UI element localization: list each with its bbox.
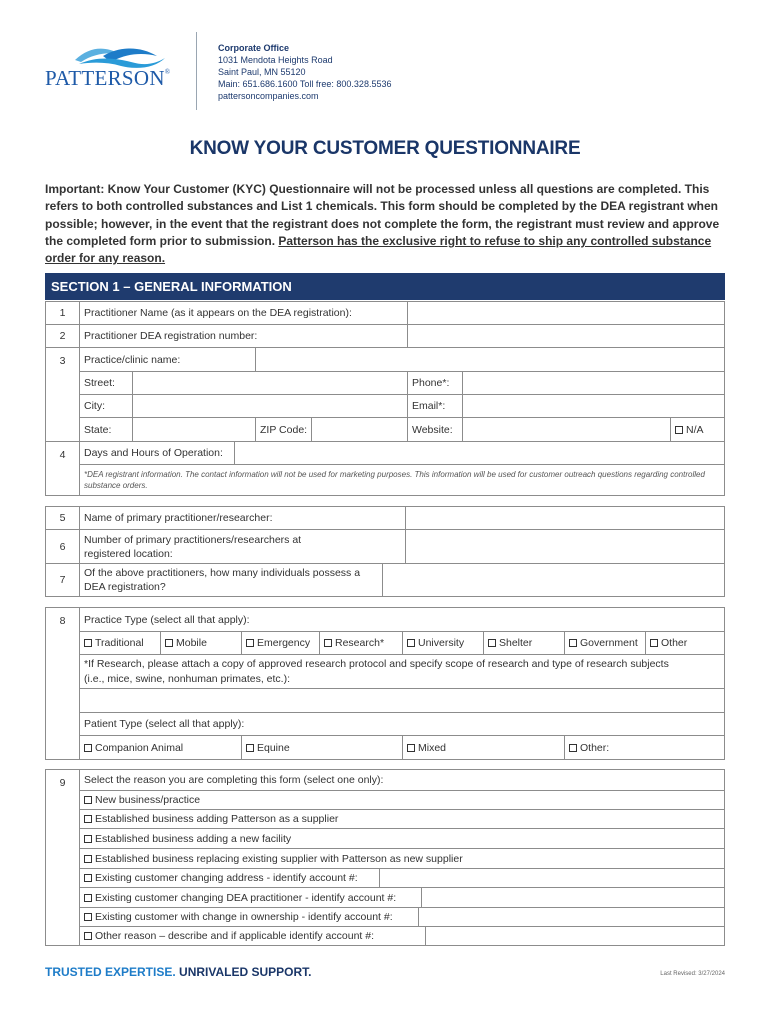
intro-paragraph: Important: Know Your Customer (KYC) Questionnaire will not be processed unless all questions are completed. This refers to both controlled substances and List 1 chemicals. This form should be completed by the DEA registrant when possible; however, in the event that the registrant does not complete the form, the registrant must review and approve the completed form prior to submission. Patterson has the exclusive right to refuse to ship any controlled substance order for any reason.	[45, 182, 720, 266]
phone-label: Phone*:	[407, 371, 463, 395]
q1-practitioner-name-field[interactable]	[407, 301, 725, 325]
patient-type-companion[interactable]	[79, 735, 242, 760]
q6-label-line2: registered location:	[84, 547, 173, 560]
q4-number: 4	[45, 441, 80, 496]
option-label: Established business adding Patterson as a supplier	[95, 813, 339, 825]
page-title: KNOW YOUR CUSTOMER QUESTIONNAIRE	[189, 138, 581, 159]
checkbox-icon	[84, 913, 92, 921]
checkbox-icon	[84, 639, 92, 647]
practice-type-traditional[interactable]	[79, 631, 161, 655]
option-label: Established business adding a new facility	[95, 832, 292, 845]
patient-type-label: Patient Type (select all that apply):	[79, 712, 725, 736]
option-label: Equine	[257, 741, 290, 754]
last-revised: Last Revised: 3/27/2024	[660, 971, 725, 977]
option-label: Mobile	[176, 637, 207, 649]
q9-number: 9	[45, 769, 80, 946]
option-label: Existing customer with change in ownership - identify account #:	[95, 911, 393, 923]
checkbox-icon	[407, 639, 415, 647]
option-label: Emergency	[257, 637, 311, 649]
corporate-address	[218, 42, 391, 102]
practice-type-university[interactable]	[402, 631, 484, 655]
website-label: Website:	[407, 417, 463, 442]
option-label: Other:	[580, 741, 610, 754]
practitioner-count-field[interactable]	[405, 529, 725, 564]
office-label: Corporate Office	[218, 43, 290, 53]
dea-registrant-count-field[interactable]	[382, 563, 725, 597]
phone-numbers: Main: 651.686.1600 Toll free: 800.328.5536	[218, 79, 392, 89]
q6-label	[79, 529, 406, 564]
option-label: University	[418, 637, 465, 649]
header-divider	[196, 32, 197, 110]
reason-option-changing-address[interactable]	[79, 868, 380, 888]
city-label: City:	[79, 394, 133, 418]
address-account-field[interactable]	[379, 868, 725, 888]
option-label: Existing customer changing address - identify account #:	[95, 872, 358, 884]
q1-number: 1	[45, 301, 80, 325]
q2-dea-number-field[interactable]	[407, 324, 725, 348]
patient-type-equine[interactable]	[241, 735, 403, 760]
q8-label: Practice Type (select all that apply):	[79, 607, 725, 632]
practitioner-account-field[interactable]	[421, 887, 725, 908]
email-label: Email*:	[407, 394, 463, 418]
q7-label-line2: DEA registration?	[84, 581, 166, 593]
option-label: Traditional	[95, 637, 144, 649]
practice-name-field[interactable]	[255, 347, 725, 372]
practice-type-shelter[interactable]	[483, 631, 565, 655]
checkbox-icon	[569, 639, 577, 647]
checkbox-icon	[84, 894, 92, 902]
q7-label-line1: Of the above practitioners, how many individuals possess a	[84, 567, 361, 579]
reason-option-other[interactable]	[79, 926, 426, 946]
tagline-part2: UNRIVALED SUPPORT.	[175, 965, 312, 979]
reason-option-replacing-supplier[interactable]	[79, 848, 725, 869]
checkbox-icon	[407, 744, 415, 752]
practice-type-government[interactable]	[564, 631, 646, 655]
q9-label: Select the reason you are completing this form (select one only):	[79, 769, 725, 791]
checkbox-icon	[84, 835, 92, 843]
q3-label: Practice/clinic name:	[79, 347, 256, 372]
q6-number: 6	[45, 529, 80, 564]
checkbox-icon	[246, 744, 254, 752]
checkbox-icon	[675, 426, 683, 434]
option-label: Mixed	[418, 741, 447, 754]
other-reason-field[interactable]	[425, 926, 725, 946]
q7-label	[79, 563, 383, 597]
email-field[interactable]	[462, 394, 725, 418]
street-label: Street:	[79, 371, 133, 395]
checkbox-icon	[246, 639, 254, 647]
research-scope-field[interactable]	[79, 688, 725, 713]
q2-label: Practitioner DEA registration number:	[79, 324, 408, 348]
option-label: Government	[580, 637, 638, 649]
research-note-line2: (i.e., mice, swine, nonhuman primates, etc.):	[84, 672, 290, 685]
checkbox-icon	[324, 639, 332, 647]
section-1-header: SECTION 1 – GENERAL INFORMATION	[45, 273, 725, 300]
company-website: pattersoncompanies.com	[218, 91, 319, 101]
option-label: New business/practice	[95, 794, 201, 806]
checkbox-icon	[165, 639, 173, 647]
q5-number: 5	[45, 506, 80, 530]
city-field[interactable]	[132, 394, 408, 418]
zip-label: ZIP Code:	[255, 417, 312, 442]
checkbox-icon	[84, 932, 92, 940]
zip-field[interactable]	[311, 417, 408, 442]
option-label: Other	[661, 637, 688, 649]
na-label: N/A	[686, 423, 704, 436]
reason-option-ownership-change[interactable]	[79, 907, 419, 927]
q6-label-line1: Number of primary practitioners/researchers at	[84, 533, 302, 546]
option-label: Other reason – describe and if applicable identify account #:	[95, 930, 375, 942]
q4-label: Days and Hours of Operation:	[79, 441, 235, 465]
checkbox-icon	[650, 639, 658, 647]
reason-option-new-facility[interactable]	[79, 828, 725, 849]
q3-number: 3	[45, 347, 80, 442]
ownership-account-field[interactable]	[418, 907, 725, 927]
state-label: State:	[79, 417, 133, 442]
reason-option-changing-practitioner[interactable]	[79, 887, 422, 908]
checkbox-icon	[488, 639, 496, 647]
option-label: Research*	[335, 637, 385, 649]
practice-type-emergency[interactable]	[241, 631, 320, 655]
option-label: Companion Animal	[95, 741, 184, 754]
option-label: Established business replacing existing supplier with Patterson as new supplier	[95, 852, 463, 865]
patient-type-mixed[interactable]	[402, 735, 565, 760]
primary-practitioner-field[interactable]	[405, 506, 725, 530]
dea-info-note: *DEA registrant information. The contact information will not be used for marketing purposes. This information will be used for customer outreach questions regarding controlled substance orders.	[79, 464, 725, 496]
q8-number: 8	[45, 607, 80, 760]
q5-label: Name of primary practitioner/researcher:	[79, 506, 406, 530]
logo-wordmark: PATTERSON®	[45, 66, 171, 90]
practice-type-research[interactable]	[319, 631, 403, 655]
checkbox-icon	[84, 815, 92, 823]
hours-of-operation-field[interactable]	[234, 441, 725, 465]
website-na-checkbox[interactable]	[670, 417, 725, 442]
tagline-part1: TRUSTED EXPERTISE.	[45, 965, 176, 979]
research-note-line1: *If Research, please attach a copy of approved research protocol and specify scope of research and type of research subjects	[84, 657, 669, 670]
checkbox-icon	[569, 744, 577, 752]
practice-type-other[interactable]	[645, 631, 725, 655]
phone-field[interactable]	[462, 371, 725, 395]
option-label: Existing customer changing DEA practitioner - identify account #:	[95, 891, 397, 904]
q1-label: Practitioner Name (as it appears on the DEA registration):	[79, 301, 408, 325]
q7-number: 7	[45, 563, 80, 597]
patient-type-other[interactable]	[564, 735, 725, 760]
reason-option-new-business[interactable]	[79, 790, 725, 810]
checkbox-icon	[84, 744, 92, 752]
address-line1: 1031 Mendota Heights Road	[218, 55, 333, 65]
checkbox-icon	[84, 874, 92, 882]
website-field[interactable]	[462, 417, 671, 442]
practice-type-mobile[interactable]	[160, 631, 242, 655]
state-field[interactable]	[132, 417, 256, 442]
address-line2: Saint Paul, MN 55120	[218, 67, 306, 77]
option-label: Shelter	[499, 637, 533, 649]
research-note	[79, 654, 725, 689]
footer-tagline	[45, 965, 311, 979]
street-field[interactable]	[132, 371, 408, 395]
checkbox-icon	[84, 855, 92, 863]
q2-number: 2	[45, 324, 80, 348]
checkbox-icon	[84, 796, 92, 804]
reason-option-adding-supplier[interactable]	[79, 809, 725, 829]
